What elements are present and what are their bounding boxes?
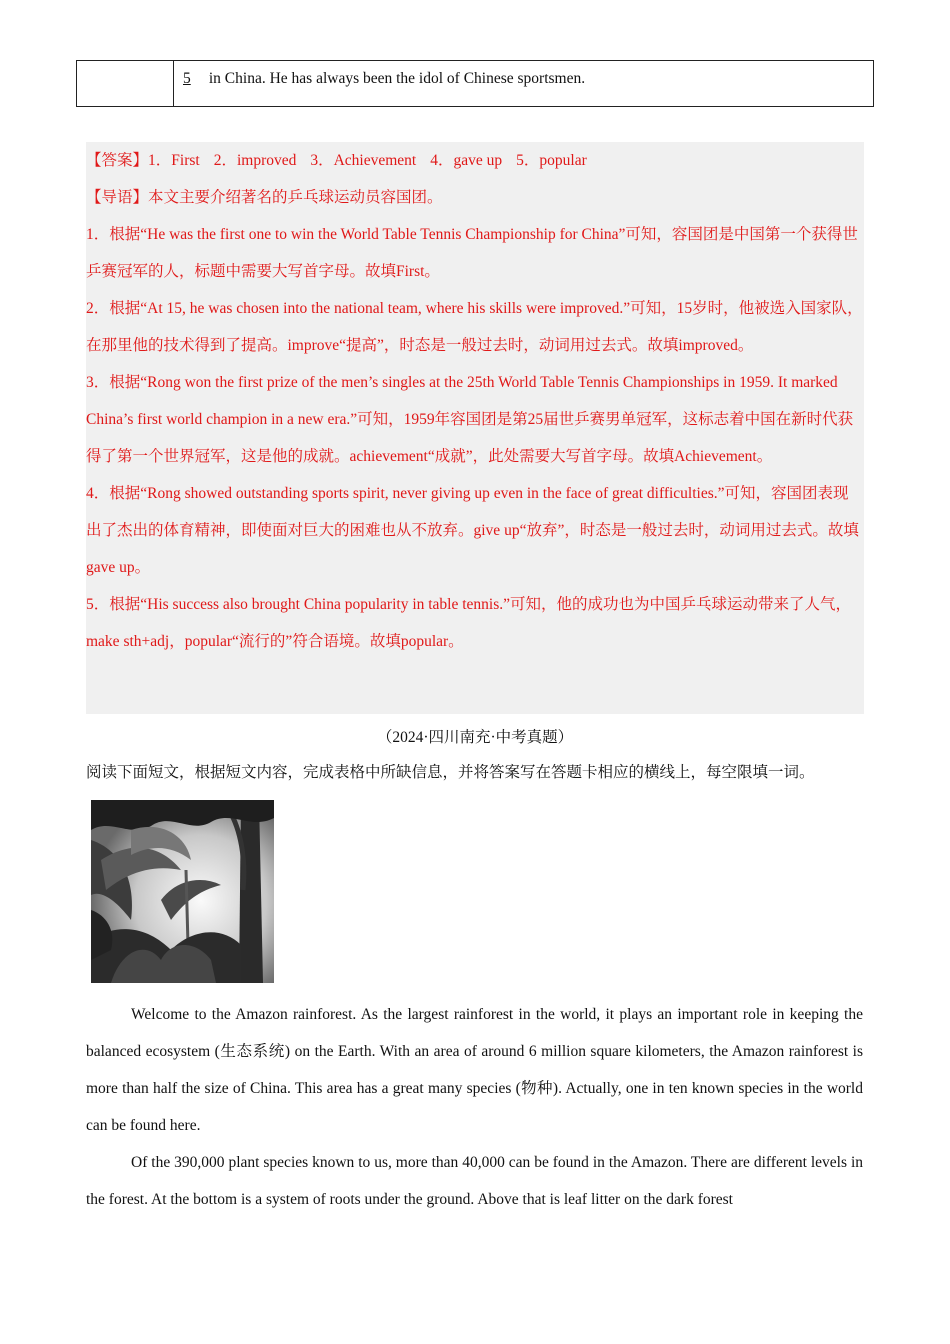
source-heading: （2024·四川南充·中考真题）: [376, 729, 574, 746]
explanation-4: 4．根据“Rong showed outstanding sports spirit, never giving up even in the face of great difficulties.”可知，容国团表现出了杰出的体育精神，即使面对巨大的困难也从不放弃。give up“放弃”，时态是一般过去时，动词用过去式。故填gave up。: [86, 485, 859, 576]
table-cell-text: [174, 61, 873, 106]
rainforest-image: [91, 800, 274, 983]
passage-paragraph-1: Welcome to the Amazon rainforest. As the largest rainforest in the world, it plays an important role in keeping the balanced ecosystem (生态系统) on the Earth. With an area of around 6 million square kilometers, the Amazon rainforest is more than half the size of China. This area has a great many species (物种). Actually, one in ten known species in the world can be found here.: [86, 1006, 863, 1134]
reading-passage: [86, 996, 863, 1218]
explanation-3: 3．根据“Rong won the first prize of the men’s singles at the 25th World Table Tennis Championships in 1959. It marked China’s first world champion in a new era.”可知，1959年容国团是第25届世乒赛男单冠军，这标志着中国在新时代获得了第一个世界冠军，这是他的成就。achievement“成就”，此处需要大写首字母。故填Achievement。: [86, 374, 854, 465]
answers-line: [86, 142, 864, 179]
answer-5: 5．popular: [516, 152, 587, 169]
rainforest-illustration: [91, 800, 274, 983]
answer-1: 1．First: [148, 152, 200, 169]
guide-text: 【导语】本文主要介绍著名的乒乓球运动员容国团。: [86, 189, 443, 206]
answer-label: 【答案】: [86, 152, 149, 169]
explanation-1: 1．根据“He was the first one to win the World Table Tennis Championship for China”可知，容国团是中国第一个获得世乒赛冠军的人，标题中需要大写首字母。故填First。: [86, 226, 858, 280]
table-cell-empty: [77, 61, 174, 106]
table-row-text: in China. He has always been the idol of Chinese sportsmen.: [205, 70, 586, 87]
answer-3: 3．Achievement: [310, 152, 417, 169]
answer-4: 4．gave up: [430, 152, 503, 169]
answer-box: [86, 142, 864, 714]
answer-2: 2．improved: [213, 152, 297, 169]
explanation-5: 5．根据“His success also brought China popularity in table tennis.”可知，他的成功也为中国乒乓球运动带来了人气，make sth+adj，popular“流行的”符合语境。故填popular。: [86, 596, 852, 650]
instruction-text: 阅读下面短文，根据短文内容，完成表格中所缺信息，并将答案写在答题卡相应的横线上，每空限填一词。: [86, 764, 815, 781]
blank-number: 5: [183, 70, 191, 87]
info-table-row: [76, 60, 874, 107]
passage-paragraph-2: Of the 390,000 plant species known to us, more than 40,000 can be found in the Amazon. There are different levels in the forest. At the bottom is a system of roots under the ground. Above that is leaf litter on the dark forest: [86, 1154, 863, 1208]
explanation-2: 2．根据“At 15, he was chosen into the national team, where his skills were improved.”可知，15岁时，他被选入国家队，在那里他的技术得到了提高。improve“提高”，时态是一般过去时，动词用过去式。故填improved。: [86, 300, 863, 354]
